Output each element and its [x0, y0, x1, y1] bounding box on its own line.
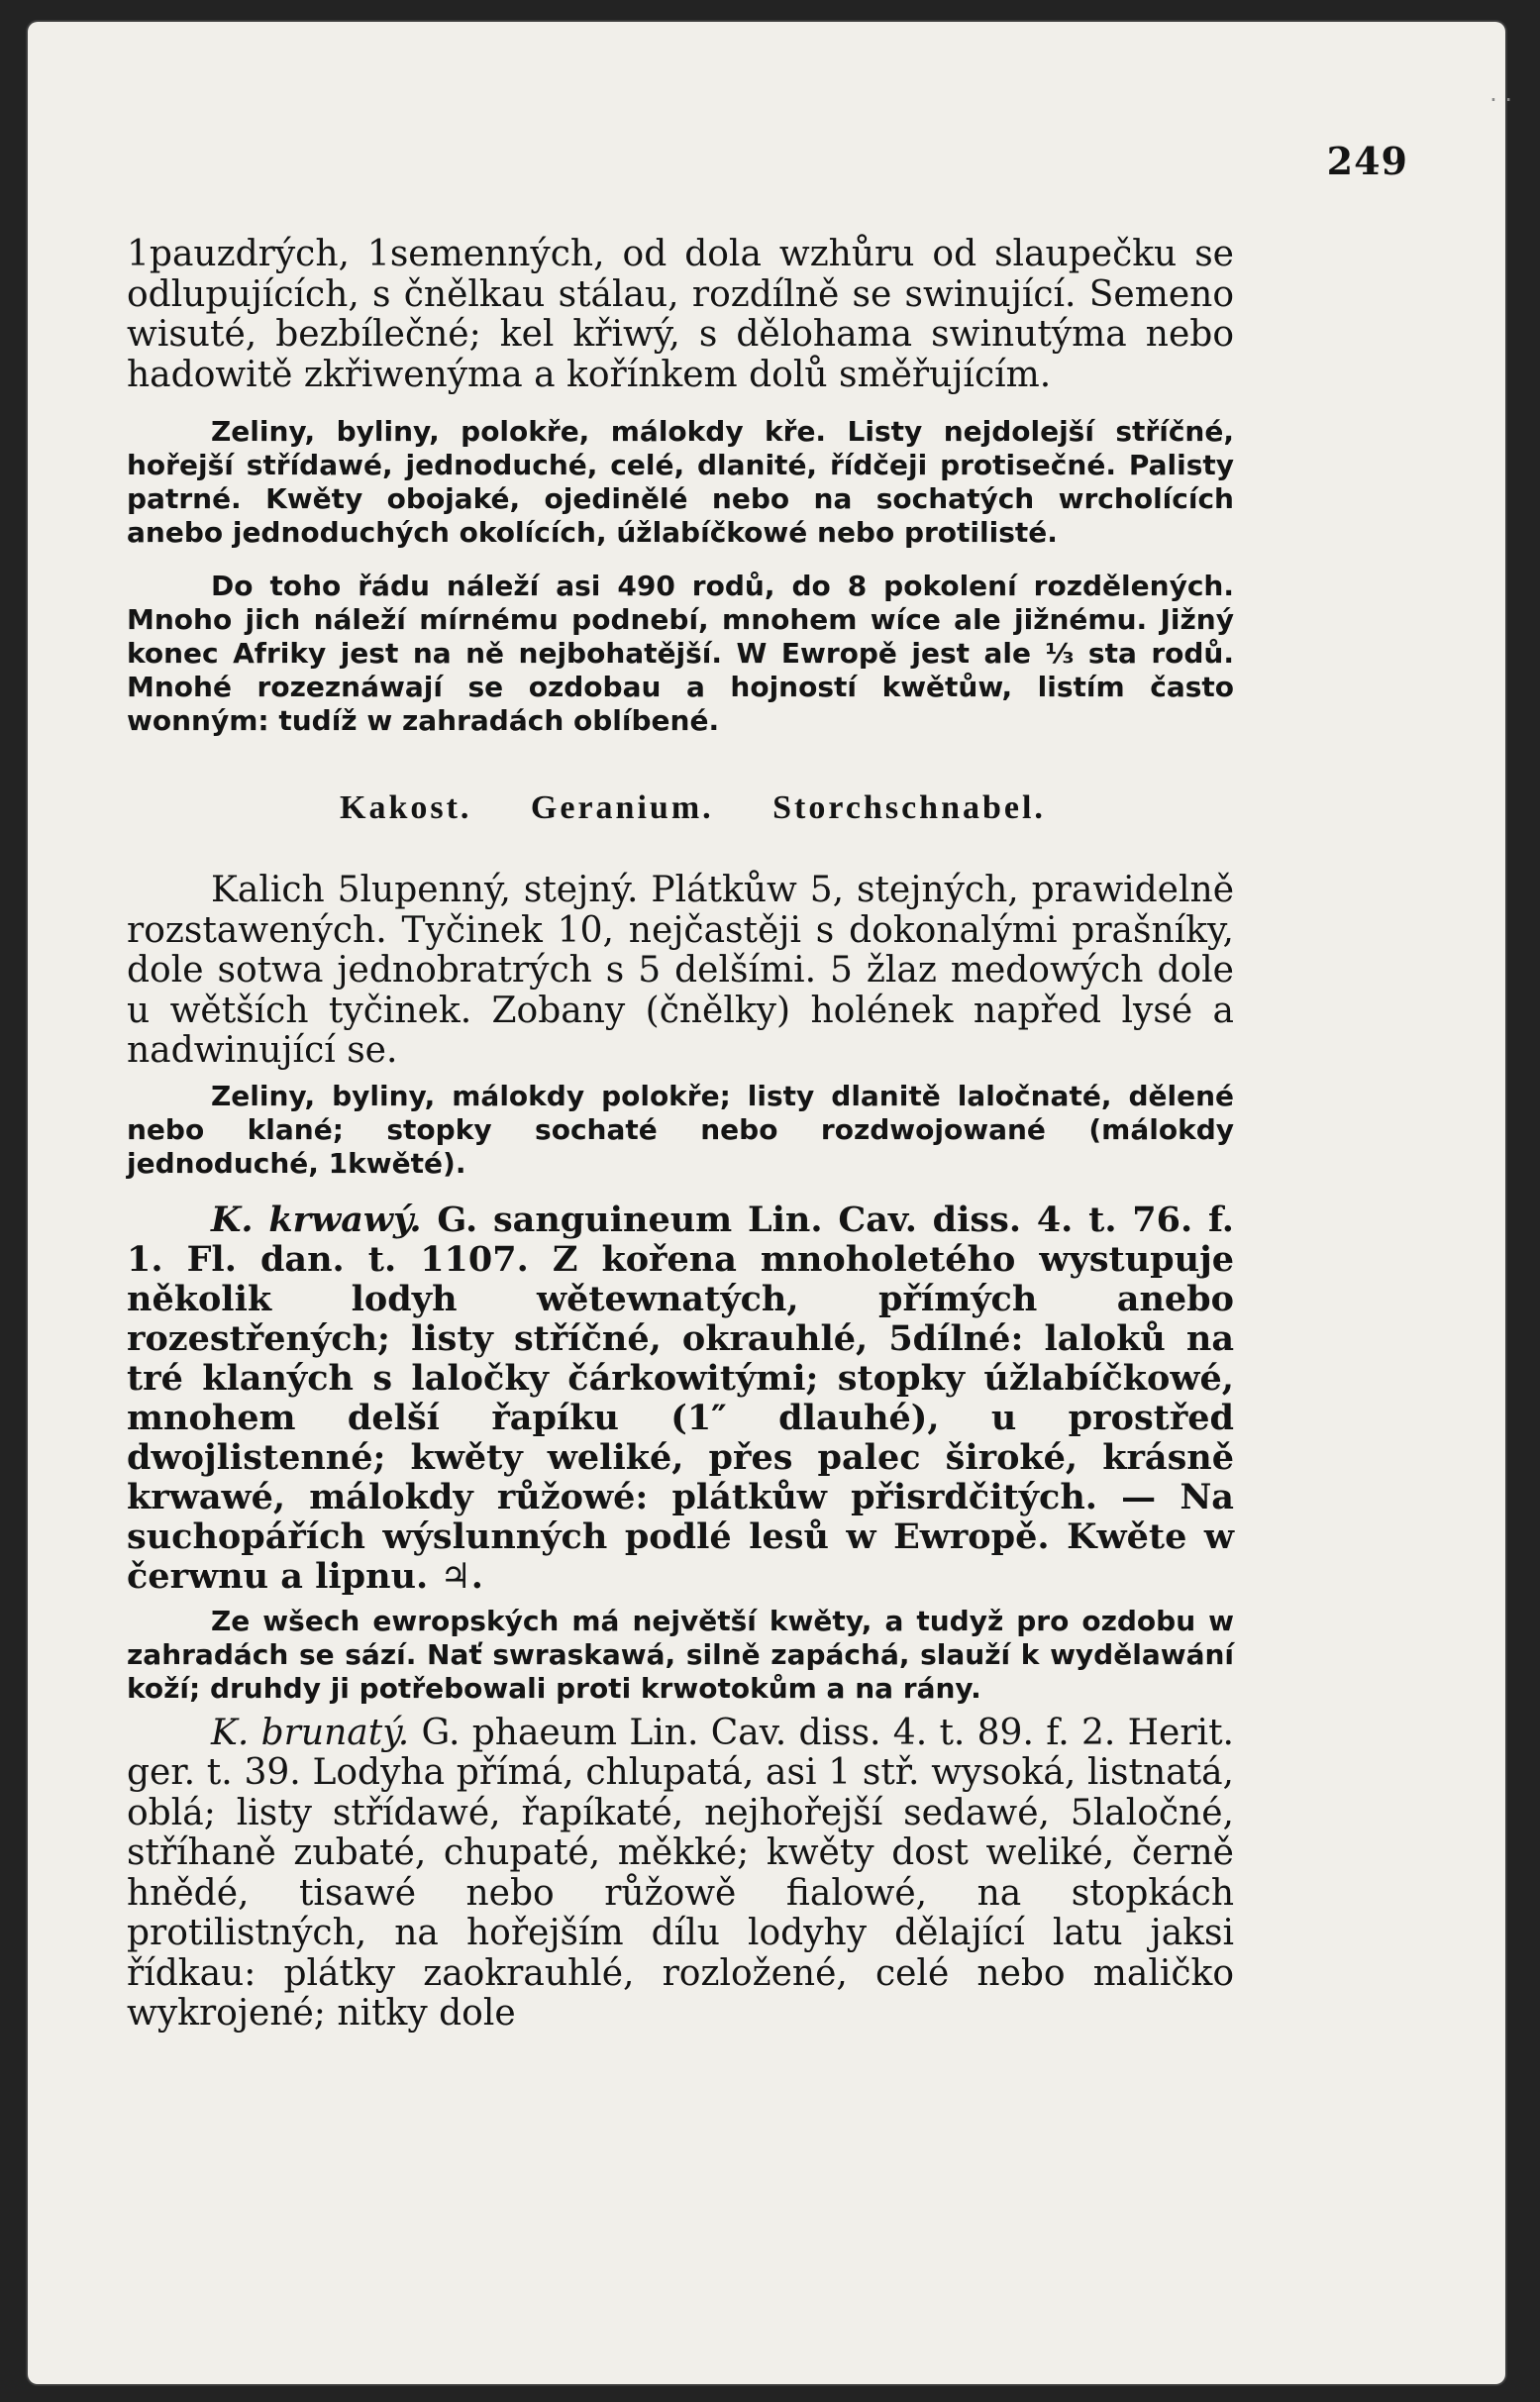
- page-content: [127, 235, 1234, 2035]
- species-note-sanguineum: Ze wšech ewropských má největší kwěty, a tudyž pro ozdobu w zahradách se sází. Nať swraskawá, silně zapáchá, slauží k wydělawání koží; druhdy ji potřebowali proti krwotokům a na rány.: [127, 1604, 1234, 1705]
- genus-heading-latin: Geranium.: [530, 789, 714, 826]
- species-name: K. brunatý.: [211, 1712, 410, 1753]
- page-number: 249: [1326, 139, 1408, 183]
- species-entry-sanguineum: [127, 1201, 1234, 1597]
- species-name: K. krwawý.: [211, 1199, 422, 1240]
- genus-heading-czech: Kakost.: [340, 789, 472, 826]
- book-page: [28, 22, 1505, 2384]
- paragraph-distribution: Do toho řádu náleží asi 490 rodů, do 8 pokolení rozdělených. Mnoho jich náleží mírnému podnebí, mnohem wíce ale jižnému. Jižný konec Afriky jest na ně nejbohatější. W Ewropě jest ale ⅓ sta rodů. Mnohé rozeznáwají se ozdobau a hojností kwětůw, listím často wonným: tudíž w zahradách oblíbené.: [127, 570, 1234, 737]
- margin-marks: · ·: [1489, 86, 1512, 114]
- species-description: Lodyha přímá, chlupatá, asi 1 stř. wysoká, listnatá, oblá; listy střídawé, řapíkaté, nejhořejší sedawé, 5laločné, stříhaně zubaté, chupaté, měkké; kwěty dost weliké, černě hnědé, tisawé nebo růžowě fialowé, na stopkách protilistných, na hořejším dílu lodyhy dělající latu jaksi řídkau: plátky zaokrauhlé, rozložené, celé nebo maličko wykrojené; nitky dole: [127, 1752, 1234, 2034]
- genus-heading: [127, 789, 1234, 827]
- paragraph-genus-habit: Zeliny, byliny, málokdy polokře; listy dlanitě laločnaté, dělené nebo klané; stopky sochaté nebo rozdwojowané (málokdy jednoduché, 1kwěté).: [127, 1079, 1234, 1180]
- species-latin-reference: G. phaeum Lin. Cav. diss. 4. t. 89. f. 2. Herit. ger. t. 39.: [127, 1712, 1234, 1793]
- species-latin-reference: G. sanguineum Lin. Cav. diss. 4. t. 76. f. 1. Fl. dan. t. 1107.: [127, 1199, 1234, 1280]
- paragraph-intro: 1pauzdrých, 1semenných, od dola wzhůru od slaupečku se odlupujících, s čnělkau stálau, rozdílně se swinující. Semeno wisuté, bezbílečné; kel křiwý, s dělohama swinutýma nebo hadowitě zkřiwenýma a kořínkem dolů směřujícím.: [127, 234, 1234, 395]
- species-entry-phaeum: [127, 1714, 1234, 2035]
- paragraph-description: Zeliny, byliny, polokře, málokdy kře. Listy nejdolejší stříčné, hořejší střídawé, jednoduché, celé, dlanité, řídčeji protisečné. Palisty patrné. Kwěty obojaké, ojedinělé nebo na sochatých wrcholících anebo jednoduchých okolících, úžlabíčkowé nebo protilisté.: [127, 415, 1234, 549]
- species-description: Z kořena mnoholetého wystupuje několik lodyh wětewnatých, přímých anebo rozestřených; listy stříčné, okrauhlé, 5dílné: laloků na tré klaných s laločky čárkowitými; stopky úžlabíčkowé, mnohem delší řapíku (1″ dlauhé), u prostřed dwojlistenné; kwěty weliké, přes palec široké, krásně krwawé, málokdy růžowé: plátkůw přisrdčitých. — Na suchopářích wýslunných podlé lesů w Ewropě. Kwěte w čerwnu a lipnu. ♃.: [127, 1238, 1235, 1597]
- genus-heading-german: Storchschnabel.: [772, 789, 1046, 826]
- paragraph-genus-characters: Kalich 5lupenný, stejný. Plátkůw 5, stejných, prawidelně rozstawených. Tyčinek 10, nejčastěji s dokonalými prašníky, dole sotwa jednobratrých s 5 delšími. 5 žlaz medowých dole u wětších tyčinek. Zobany (čnělky) holének napřed lysé a nadwinující se.: [127, 870, 1234, 1071]
